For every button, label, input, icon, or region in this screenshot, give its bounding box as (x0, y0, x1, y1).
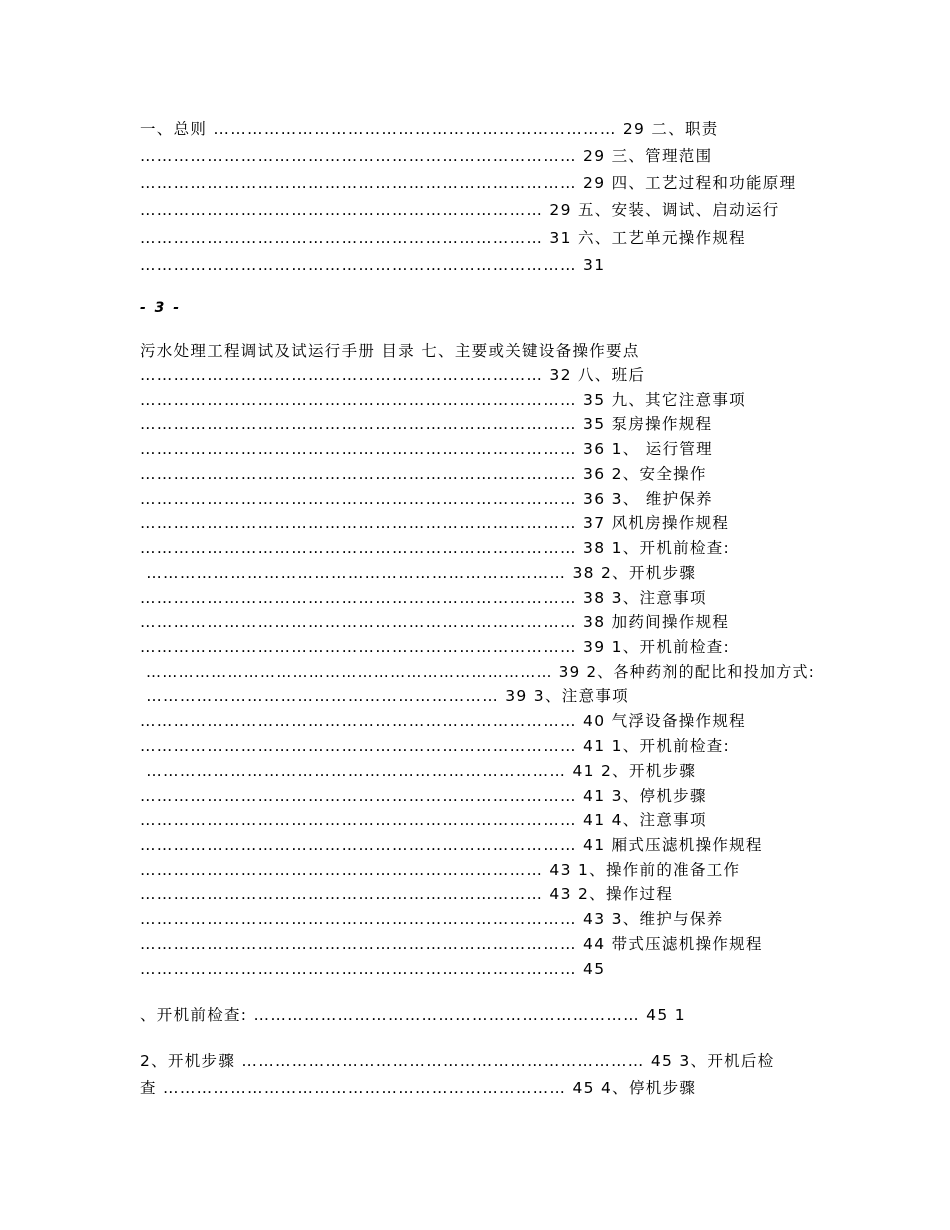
toc-line: ………………………………………………………………… 39 2、各种药剂的配比和投加方式: (140, 663, 816, 681)
toc-line: ……………………………………………………… 39 3、注意事项 (140, 687, 629, 705)
toc-line: …………………………………………………………………… 41 厢式压滤机操作规程 (140, 836, 763, 854)
toc-line: ……………………………………………………………… 31 六、工艺单元操作规程 (140, 229, 746, 247)
toc-line: …………………………………………………………………… 36 2、安全操作 (140, 465, 707, 483)
toc-line: …………………………………………………………………… 36 3、 维护保养 (140, 490, 713, 508)
toc-line: …………………………………………………………………… 38 3、注意事项 (140, 589, 707, 607)
toc-line: …………………………………………………………………… 29 四、工艺过程和功能原理 (140, 174, 797, 192)
toc-line: …………………………………………………………………… 29 三、管理范围 (140, 147, 713, 165)
toc-line: 、开机前检查: …………………………………………………………… 45 1 (140, 1006, 686, 1024)
toc-line: …………………………………………………………………… 31 (140, 256, 606, 274)
toc-line: ……………………………………………………………… 29 五、安装、调试、启动运行 (140, 201, 780, 219)
toc-line: …………………………………………………………………… 38 加药间操作规程 (140, 613, 730, 631)
toc-line: …………………………………………………………………… 44 带式压滤机操作规程 (140, 935, 763, 953)
toc-line: …………………………………………………………………… 35 泵房操作规程 (140, 415, 713, 433)
toc-line: …………………………………………………………………… 36 1、 运行管理 (140, 440, 713, 458)
toc-line: ……………………………………………………………… 43 2、操作过程 (140, 885, 674, 903)
toc-line: …………………………………………………………………… 45 (140, 960, 606, 978)
toc-line: 查 ……………………………………………………………… 45 4、停机步骤 (140, 1079, 697, 1097)
toc-line: …………………………………………………………………… 35 九、其它注意事项 (140, 391, 746, 409)
toc-line: …………………………………………………………………… 41 3、停机步骤 (140, 787, 707, 805)
toc-line: …………………………………………………………………… 37 风机房操作规程 (140, 514, 730, 532)
toc-line: ………………………………………………………………… 38 2、开机步骤 (140, 564, 697, 582)
toc-line: 2、开机步骤 ……………………………………………………………… 45 3、开机后检 (140, 1052, 775, 1070)
page-number-marker: - 3 - (140, 300, 182, 316)
toc-line: …………………………………………………………………… 41 4、注意事项 (140, 811, 707, 829)
toc-line: ………………………………………………………………… 41 2、开机步骤 (140, 762, 697, 780)
toc-line: …………………………………………………………………… 43 3、维护与保养 (140, 910, 724, 928)
toc-line: ……………………………………………………………… 32 八、班后 (140, 366, 646, 384)
toc-header-line: 污水处理工程调试及试运行手册 目录 七、主要或关键设备操作要点 (140, 342, 640, 360)
toc-line: …………………………………………………………………… 39 1、开机前检查: (140, 638, 731, 656)
toc-line: ……………………………………………………………… 43 1、操作前的准备工作 (140, 861, 741, 879)
toc-line: …………………………………………………………………… 38 1、开机前检查: (140, 539, 731, 557)
toc-line: …………………………………………………………………… 41 1、开机前检查: (140, 737, 731, 755)
toc-line: …………………………………………………………………… 40 气浮设备操作规程 (140, 712, 746, 730)
toc-line: 一、总则 ……………………………………………………………… 29 二、职责 (140, 120, 719, 138)
